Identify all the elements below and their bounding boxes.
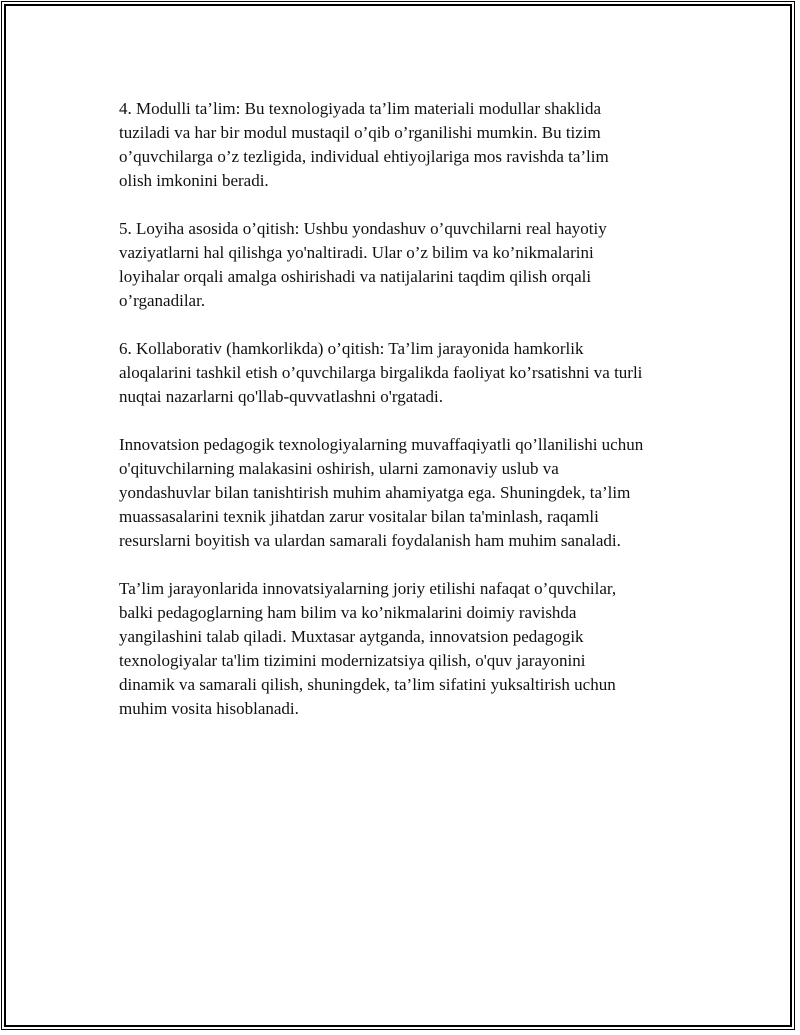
text-line: o’quvchilarga o’z tezligida, individual ehtiyojlariga mos ravishda ta’lim: [119, 147, 609, 166]
text-line: muassasalarini texnik jihatdan zarur vositalar bilan ta'minlash, raqamli: [119, 507, 599, 526]
text-line: nuqtai nazarlarni qo'llab-quvvatlashni o'rgatadi.: [119, 387, 443, 406]
text-line: loyihalar orqali amalga oshirishadi va natijalarini taqdim qilish orqali: [119, 267, 592, 286]
text-line: Ta’lim jarayonlarida innovatsiyalarning joriy etilishi nafaqat o’quvchilar,: [119, 579, 617, 598]
text-line: yondashuvlar bilan tanishtirish muhim ahamiyatga ega. Shuningdek, ta’lim: [119, 483, 631, 502]
text-line: o'qituvchilarning malakasini oshirish, ularni zamonaviy uslub va: [119, 459, 559, 478]
text-line: o’rganadilar.: [119, 291, 206, 310]
paragraph-teacher-qualification: [119, 433, 699, 553]
document-body: [119, 97, 699, 745]
text-line: 5. Loyiha asosida o’qitish: Ushbu yondashuv o’quvchilarni real hayotiy: [119, 219, 607, 238]
text-line: dinamik va samarali qilish, shuningdek, ta’lim sifatini yuksaltirish uchun: [119, 675, 616, 694]
document-page: [4, 4, 792, 1027]
text-line: aloqalarini tashkil etish o’quvchilarga birgalikda faoliyat ko’rsatishni va turli: [119, 363, 643, 382]
text-line: yangilashini talab qiladi. Muxtasar aytganda, innovatsion pedagogik: [119, 627, 584, 646]
text-line: texnologiyalar ta'lim tizimini modernizatsiya qilish, o'quv jarayonini: [119, 651, 586, 670]
paragraph-modular-learning: [119, 97, 699, 193]
text-line: resurslarni boyitish va ulardan samarali foydalanish ham muhim sanaladi.: [119, 531, 621, 550]
text-line: balki pedagoglarning ham bilim va ko’nikmalarini doimiy ravishda: [119, 603, 577, 622]
text-line: 4. Modulli ta’lim: Bu texnologiyada ta’lim materiali modullar shaklida: [119, 99, 602, 118]
paragraph-conclusion: [119, 577, 699, 721]
paragraph-collaborative-learning: [119, 337, 699, 409]
text-line: 6. Kollaborativ (hamkorlikda) o’qitish: Ta’lim jarayonida hamkorlik: [119, 339, 584, 358]
text-line: tuziladi va har bir modul mustaqil o’qib o’rganilishi mumkin. Bu tizim: [119, 123, 601, 142]
text-line: vaziyatlarni hal qilishga yo'naltiradi. Ular o’z bilim va ko’nikmalarini: [119, 243, 594, 262]
text-line: olish imkonini beradi.: [119, 171, 269, 190]
text-line: muhim vosita hisoblanadi.: [119, 699, 299, 718]
text-line: Innovatsion pedagogik texnologiyalarning muvaffaqiyatli qo’llanilishi uchun: [119, 435, 644, 454]
paragraph-project-based-learning: [119, 217, 699, 313]
